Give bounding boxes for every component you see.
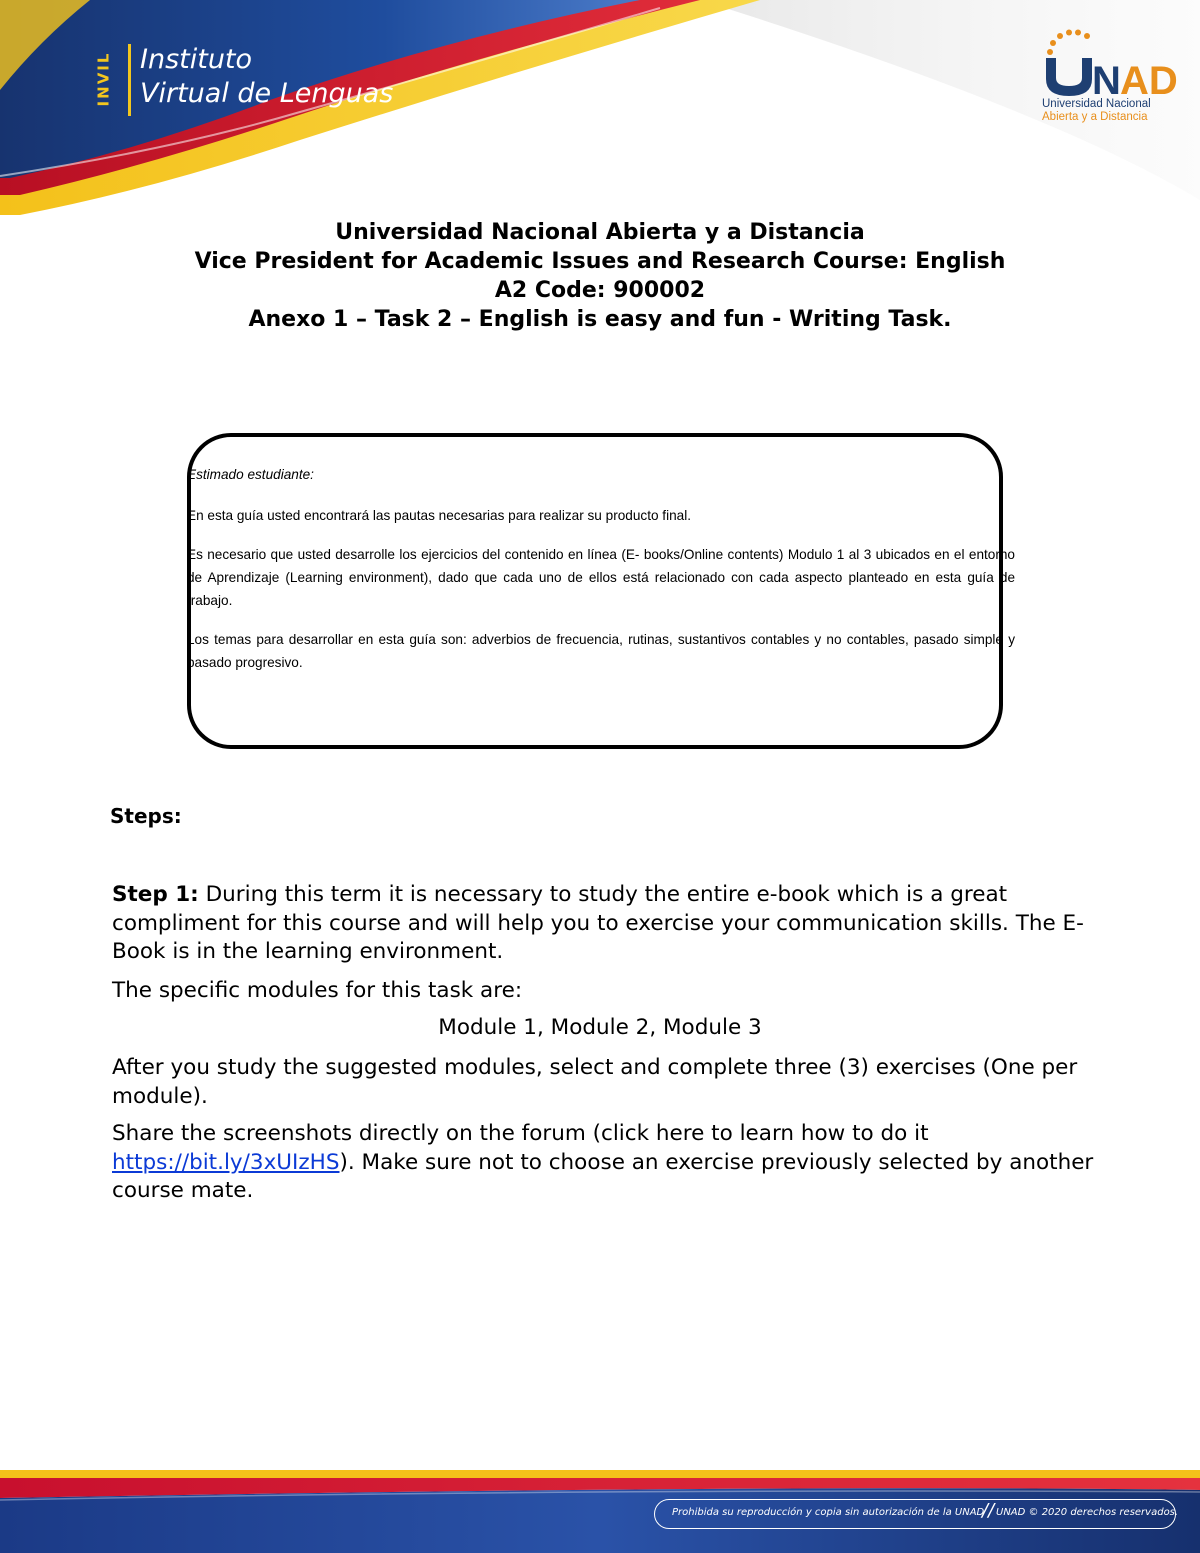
steps-heading: Steps: (110, 804, 182, 828)
ivl-logo-line1: Instituto (140, 44, 253, 75)
ivl-divider (128, 44, 131, 116)
modules-list: Module 1, Module 2, Module 3 (438, 1015, 762, 1040)
unad-letters-ad: AD (1120, 59, 1178, 103)
unad-letter-n: N (1092, 59, 1121, 103)
share-text-after: ). Make sure not to choose an exercise previously selected by another course mate. (112, 1149, 1094, 1203)
share-text-before: Share the screenshots directly on the forum (click here to learn how to do it (112, 1121, 929, 1146)
header-banner (0, 0, 1200, 220)
title-line-4: Anexo 1 – Task 2 – English is easy and fun - Writing Task. (248, 307, 952, 332)
page-header (0, 0, 1200, 220)
student-note-box (187, 433, 1015, 749)
unad-logo (1036, 30, 1176, 130)
title-line-1: Universidad Nacional Abierta y a Distancia (335, 220, 865, 245)
unad-dots (1047, 30, 1090, 56)
document-title (100, 218, 1100, 334)
after-study-paragraph: After you study the suggested modules, select and complete three (3) exercises (One per module). (112, 1055, 1078, 1109)
forum-help-link[interactable]: https://bit.ly/3xUIzHS (112, 1149, 340, 1175)
note-paragraph-1: En esta guía usted encontrará las pautas necesarias para realizar su producto final. (187, 508, 692, 523)
student-note-content (187, 463, 1015, 690)
footer-yellow-band (0, 1470, 1200, 1478)
note-paragraph-2: Es necesario que usted desarrolle los ejercicios del contenido en línea (E- books/Online contents) Modulo 1 al 3 ubicados en el entorno de Aprendizaje (Learning environment), dado que cada uno de ellos está relacionado con cada aspecto planteado en esta guía de trabajo. (187, 547, 1015, 608)
unad-subtitle-1: Universidad Nacional (1042, 98, 1151, 110)
footer-copy-notice: Prohibida su reproducción y copia sin autorización de la UNAD (672, 1507, 985, 1518)
unad-letter-u (1046, 58, 1092, 96)
modules-intro: The specific modules for this task are: (112, 978, 523, 1003)
unad-subtitle-2: Abierta y a Distancia (1042, 111, 1148, 123)
share-paragraph (112, 1120, 1102, 1206)
note-greeting: Estimado estudiante: (187, 467, 314, 482)
ivl-logo-line2: Virtual de Lenguas (140, 78, 394, 109)
note-paragraph-3: Los temas para desarrollar en esta guía son: adverbios de frecuencia, rutinas, sustantivos contables y no contables, pasado simple y pasado progresivo. (187, 632, 1015, 670)
footer-rights: UNAD © 2020 derechos reservados. (996, 1507, 1179, 1518)
ivl-vertical-text: INVIL (94, 51, 113, 107)
unad-logo-mark (1042, 30, 1178, 103)
title-line-3: A2 Code: 900002 (494, 278, 706, 303)
title-line-2: Vice President for Academic Issues and Research Course: English (194, 249, 1006, 274)
step-1-text: During this term it is necessary to study the entire e-book which is a great compliment for this course and will help you to exercise your communication skills. The E-Book is in the learning environment. (112, 882, 1084, 964)
footer-separator: // (982, 1500, 995, 1521)
step-1-label: Step 1: (112, 882, 199, 907)
step-1-paragraph (112, 881, 1102, 967)
ivl-vertical-mark (94, 46, 124, 116)
